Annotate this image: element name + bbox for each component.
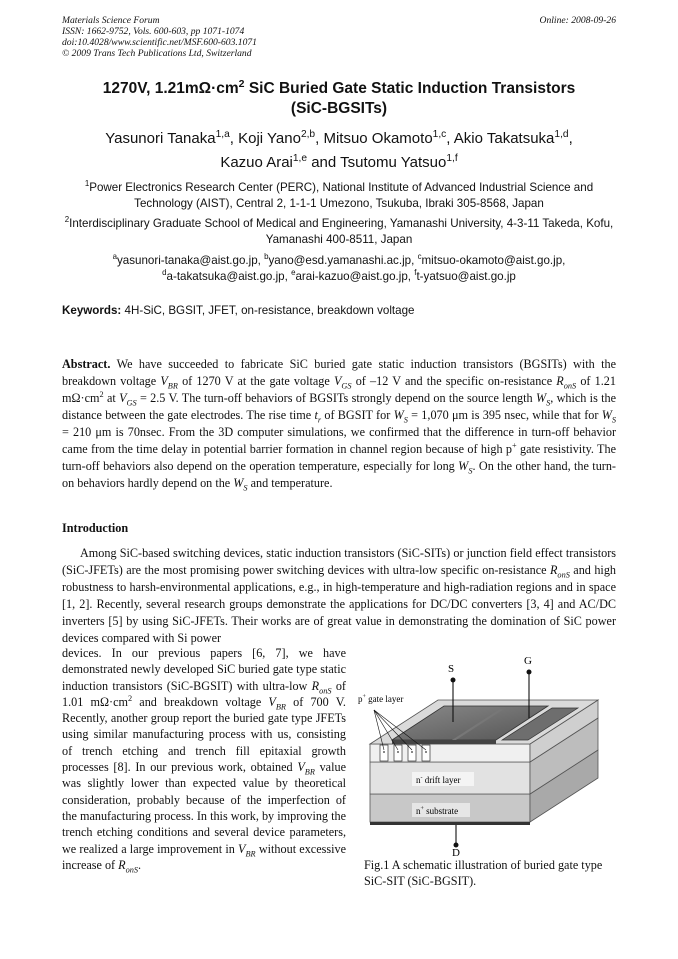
copyright-line: © 2009 Trans Tech Publications Ltd, Switzerland	[62, 48, 252, 59]
abstract: Abstract. We have succeeded to fabricate SiC buried gate static induction transistors (BGSITs) with the breakdown voltage $V_{BR}$ of 1270 V at the gate voltage $V_{GS}$ of –12 V and the specific on-resistance $R_{onS}$ of 1.21 $m\Omega\cdot cm^2$ at $V_{GS} = 2.5$ V. The turn-off behaviors of BGSITs strongly depend on the source length $W_S$, which is the distance between the gate electrodes. The rise time $t_r$ of BGSIT for $W_S = 1,070$ μm is 395 nsec, while that for $W_S = 210$ μm is 70nsec. From the 3D computer simulations, we confirmed that the difference in turn-off behavior came from the time delay in potential barrier formation in channel region because of high p+ gate resistivity. The turn-off behaviors also depend on the operation temperature, especially for long $W_S$. On the other hand, the turn-on behaviors hardly depend on the $W_S$ and temperature.	[62, 357, 617, 493]
p-gate-layer-label: p+ gate layer	[358, 694, 404, 704]
author: Akio Takatsuka	[453, 130, 555, 147]
email-link[interactable]: a-takatsuka@aist.go.jp	[166, 270, 285, 283]
email-link[interactable]: mitsuo-okamoto@aist.go.jp	[421, 254, 563, 267]
issn-line: ISSN: 1662-9752, Vols. 600-603, pp 1071-1074	[62, 26, 245, 37]
email-link[interactable]: arai-kazuo@aist.go.jp	[295, 270, 408, 283]
drift-layer-label: n- drift layer	[416, 775, 461, 785]
email-link[interactable]: yano@esd.yamanashi.ac.jp	[268, 254, 412, 267]
section-heading: Introduction	[62, 521, 129, 535]
affiliation: $^1$Power Electronics Research Center (PERC), National Institute of Advanced Industrial Science and Technology (AIST), Central 2, 1-1-1 Umezono, Tsukuba, Ibraki 305-8568, Japan	[84, 179, 594, 210]
paper-title: 1270V, $1.21m\Omega\cdot cm^2$ SiC Buried Gate Static Induction Transistors (SiC-BGSITs)	[102, 77, 576, 117]
keywords-label: Keywords:	[62, 304, 122, 317]
email-link[interactable]: yasunori-tanaka@aist.go.jp	[116, 254, 258, 267]
intro-column-text: devices. In our previous papers [6, 7], we have demonstrated newly developed SiC buried gate type static induction transistors (SiC-BGSIT) with ultra-low $R_{onS}$ of 1.01 $m\Omega\cdot cm^2$ and breakdown voltage $V_{BR}$ of 700 V. Recently, another group report the buried gate type JFETs using similar manufacturing process with us, consisting of trench etching and trench fill epitaxial growth processes [8]. In our previous work, obtained $V_{BR}$ value was slightly lower than expected value by theoretical consideration, probably because of the imperfection of the manufacturing process. In this work, by improving the trench etching conditions and several device parameters, we realized a large improvement in $V_{BR}$ without excessive increase of $R_{onS}$.	[62, 646, 346, 875]
drain-contact	[370, 822, 530, 825]
doi-line: doi:10.4028/www.scientific.net/MSF.600-603.1071	[62, 37, 257, 48]
online-date: Online: 2008-09-26	[539, 15, 616, 26]
author: Koji Yano	[238, 130, 301, 147]
keywords	[62, 304, 616, 317]
gate-terminal-dot	[527, 670, 532, 675]
author: Kazuo Arai	[220, 154, 293, 171]
source-electrode-edge	[392, 740, 496, 744]
email-list: $^a$yasunori-tanaka@aist.go.jp, $^b$yano@esd.yamanashi.ac.jp, $^c$mitsuo-okamoto@aist.go.jp, $^d$a-takatsuka@aist.go.jp, $^e$arai-kazuo@aist.go.jp, $^f$t-yatsuo@aist.go.jp	[112, 252, 566, 283]
substrate-label: n+ substrate	[416, 806, 459, 816]
journal-name: Materials Science Forum	[62, 15, 160, 26]
drain-label: D	[452, 847, 460, 856]
gate-label: G	[524, 655, 532, 667]
author-list: Yasunori Tanaka$^{1,a}$, Koji Yano$^{2,b}$, Mitsuo Okamoto$^{1,c}$, Akio Takatsuka$^{1,d}$, Kazuo Arai$^{1,e}$ and Tsutomu Yatsuo$^{1,f}$	[105, 129, 573, 171]
affiliation: $^2$Interdisciplinary Graduate School of Medical and Engineering, Yamanashi University, 4-3-11 Takeda, Kofu, Yamanashi 400-8511, Japan	[64, 215, 614, 246]
email-link[interactable]: t-yatsuo@aist.go.jp	[416, 270, 516, 283]
author: Mitsuo Okamoto	[323, 130, 433, 147]
author: Yasunori Tanaka	[105, 130, 216, 147]
source-terminal-dot	[451, 678, 456, 683]
keywords-text: 4H-SiC, BGSIT, JFET, on-resistance, breakdown voltage	[124, 304, 415, 317]
intro-paragraph: Among SiC-based switching devices, static induction transistors (SiC-SITs) or junction field effect transistors (SiC-JFETs) are the most promising power switching devices with ultra-low specific on-resistance $R_{onS}$ and high robustness to harsh-environmental applications, e.g., in high-temperature and high-radiation regions and in space [1, 2]. Recently, several research groups demonstrate the applications for DC/DC converters [3, 4] and AC/DC inverters [5] by using SiC-JFETs. Their works are of great value in demonstrating the domination of SiC power devices compared with Si power	[62, 546, 617, 645]
figure-1	[352, 652, 616, 856]
author: Tsutomu Yatsuo	[340, 154, 447, 171]
figure-caption: Fig.1 A schematic illustration of buried gate type SiC-SIT (SiC-BGSIT).	[364, 858, 603, 888]
journal-header	[62, 15, 616, 59]
bgsit-schematic	[352, 652, 616, 856]
source-label: S	[448, 663, 455, 675]
